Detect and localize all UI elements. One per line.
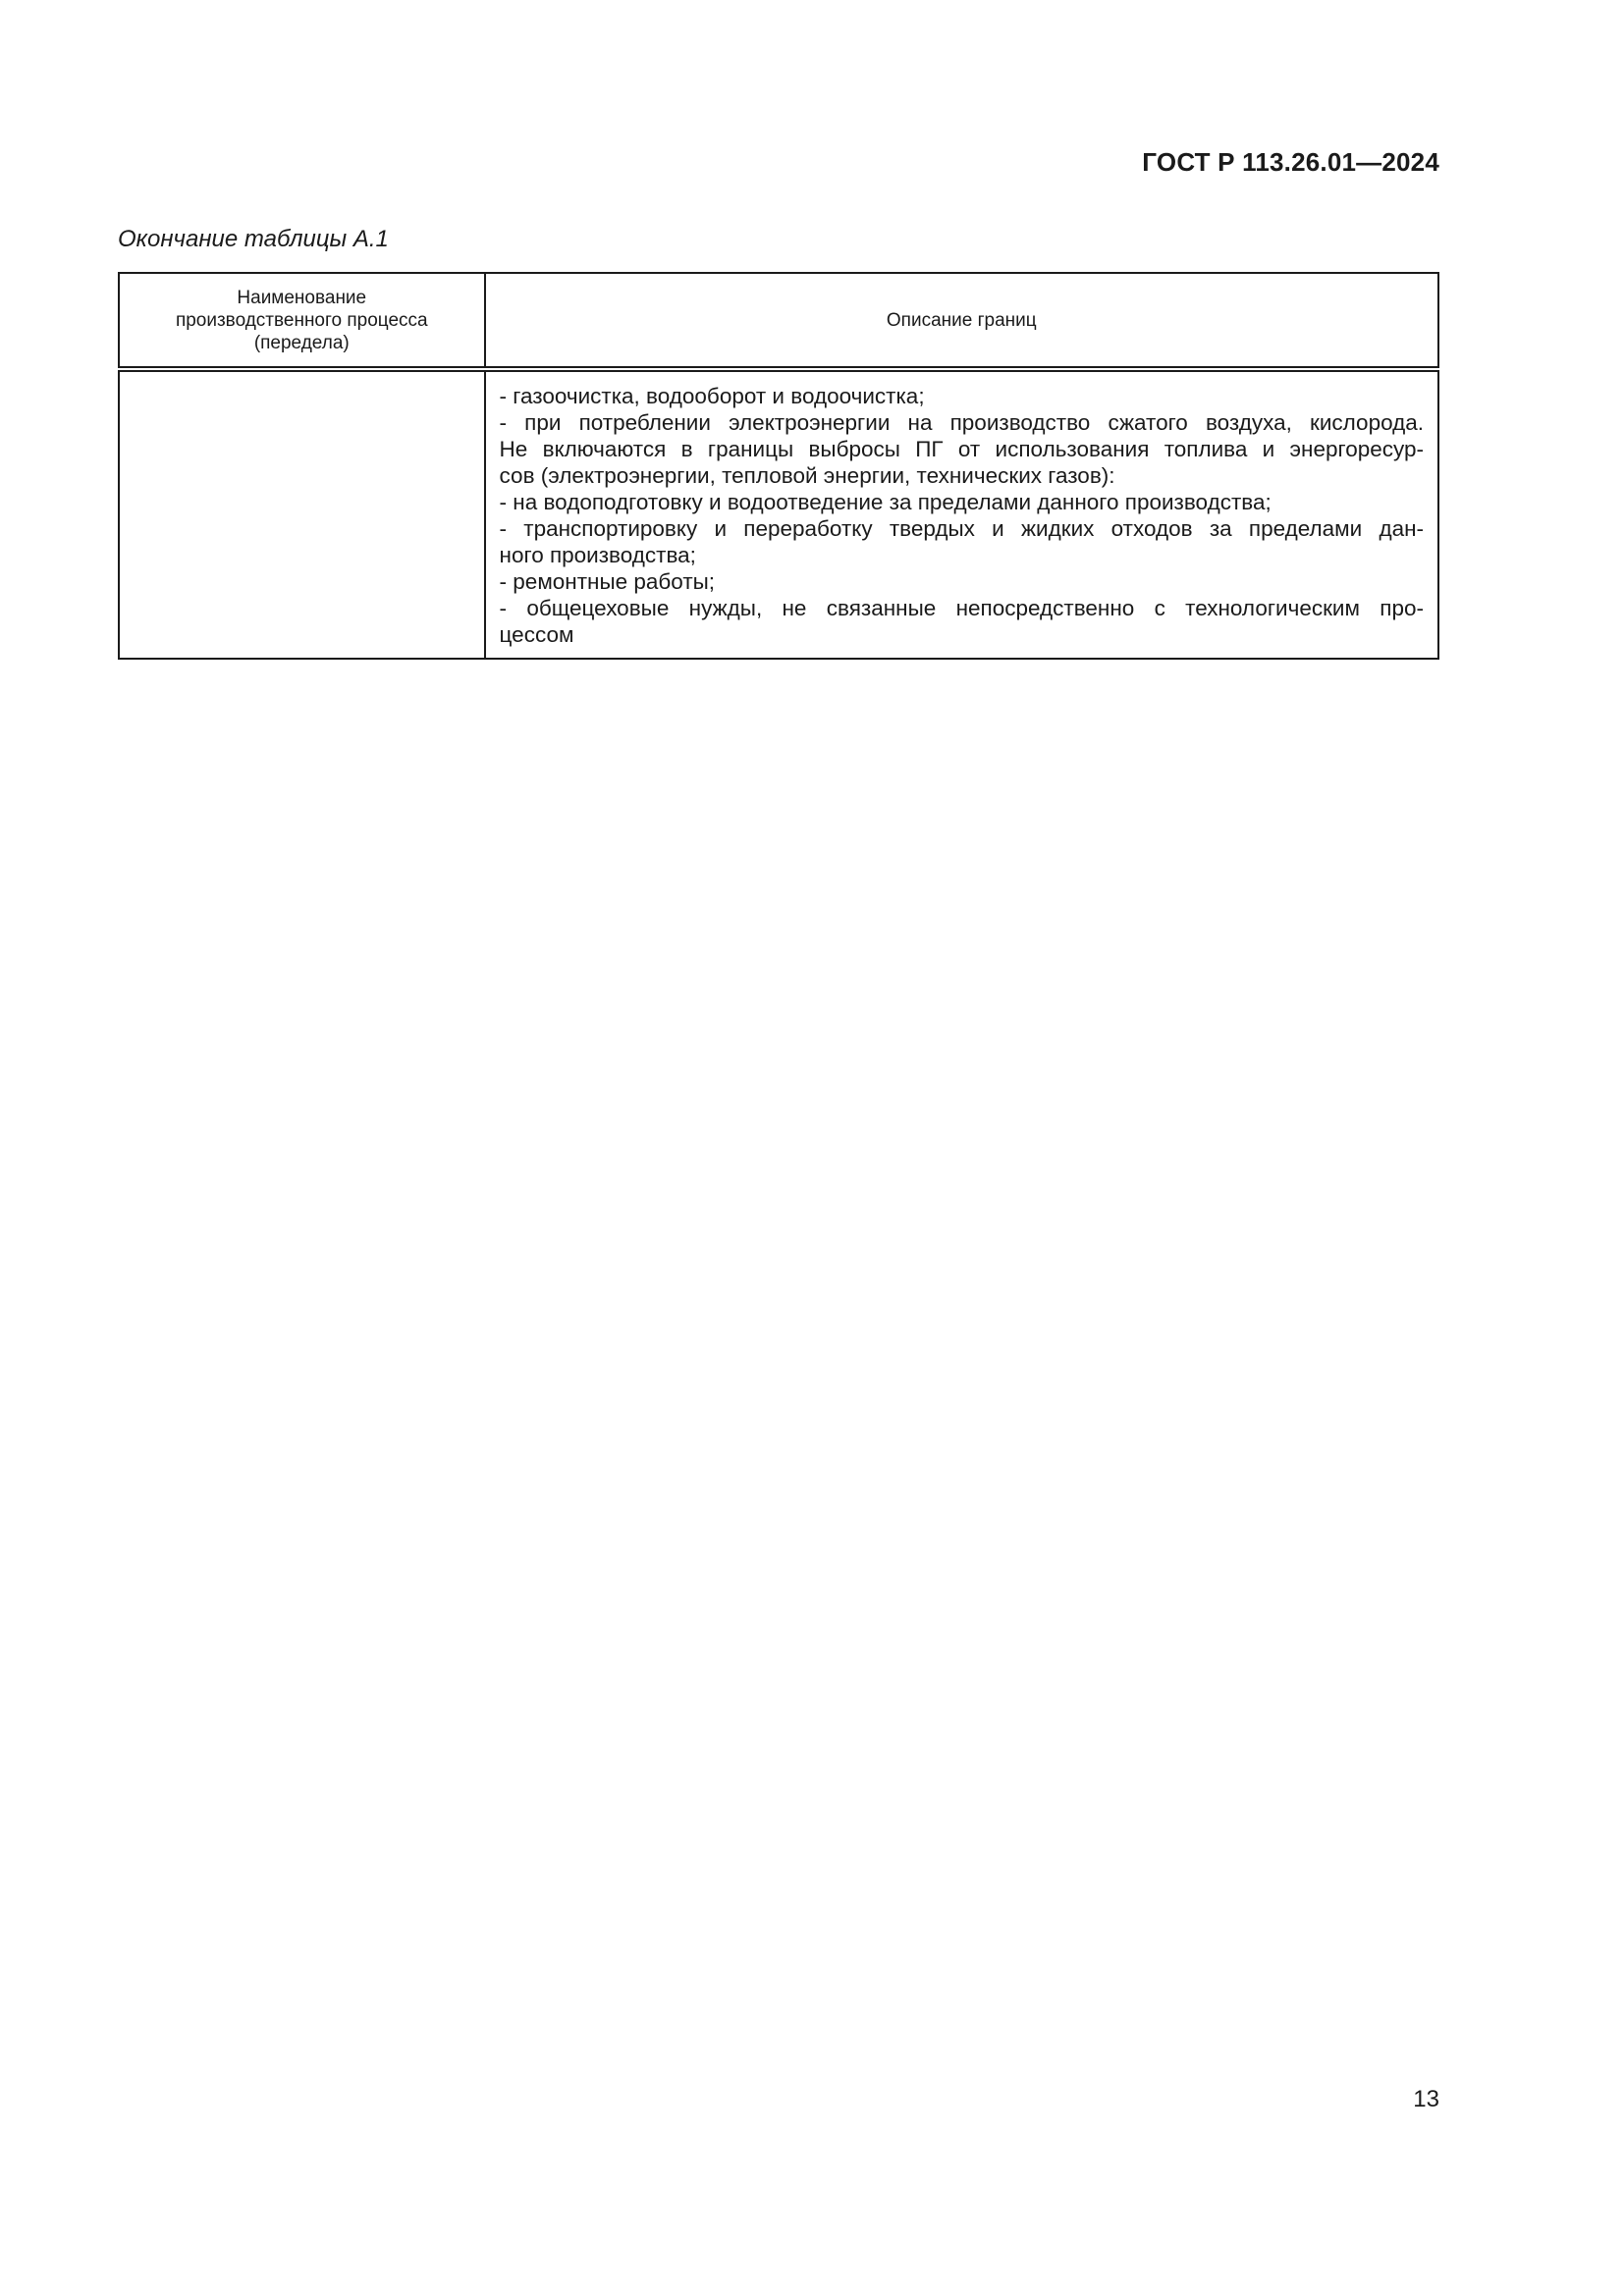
description-line: - транспортировку и переработку твердых и жидких отходов за пределами дан-	[499, 516, 1424, 541]
column-header-process-line: Наименование	[237, 287, 367, 308]
description-line: - ремонтные работы;	[499, 569, 716, 594]
description-line: Не включаются в границы выбросы ПГ от использования топлива и энергоресур-	[499, 437, 1424, 461]
table-row	[119, 369, 1438, 659]
column-header-process-line: производственного процесса	[175, 309, 428, 331]
column-header-process	[119, 273, 485, 369]
column-header-process-line: (передела)	[253, 332, 350, 353]
description-line: - газоочистка, водооборот и водоочистка;	[499, 384, 925, 408]
description-cell	[485, 369, 1438, 659]
column-header-description: Описание границ	[485, 273, 1438, 369]
description-line: ного производства;	[499, 543, 696, 567]
description-line: - общецеховые нужды, не связанные непосредственно с технологическим про-	[499, 596, 1424, 620]
document-code: ГОСТ Р 113.26.01—2024	[1142, 147, 1439, 177]
page-number: 13	[1413, 2086, 1439, 2112]
description-line: - на водоподготовку и водоотведение за пределами данного производства;	[499, 490, 1272, 514]
process-cell	[119, 369, 485, 659]
description-line: сов (электроэнергии, тепловой энергии, технических газов):	[499, 463, 1115, 488]
table-caption: Окончание таблицы А.1	[118, 226, 389, 252]
boundaries-table	[118, 272, 1439, 660]
table-header-row	[119, 273, 1438, 369]
description-line: - при потреблении электроэнергии на производство сжатого воздуха, кислорода.	[499, 410, 1424, 435]
description-line: цессом	[499, 622, 574, 647]
